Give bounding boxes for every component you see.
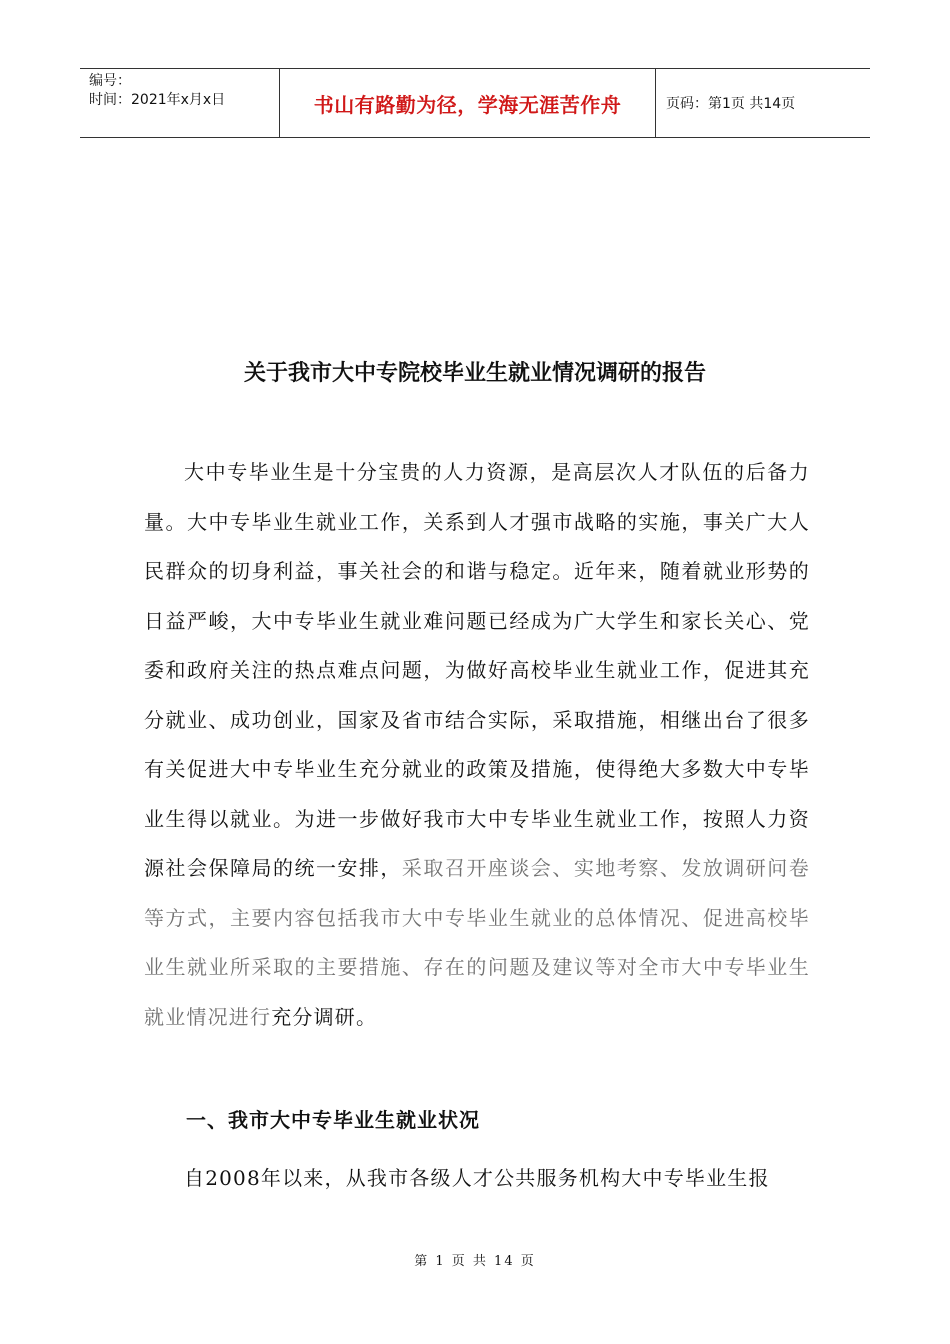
- paragraph-intro: [144, 448, 810, 1042]
- paragraph-intro-part3: 充分调研。: [271, 1004, 378, 1029]
- document-title: 关于我市大中专院校毕业生就业情况调研的报告: [243, 361, 706, 386]
- header-page-info: 页码：第1页 共14页: [666, 96, 796, 112]
- time-label: 时间：2021年x月x日: [89, 92, 226, 108]
- page-footer: 第 1 页 共 14 页: [414, 1254, 536, 1269]
- header-table: [80, 68, 870, 138]
- header-meta: [80, 69, 280, 137]
- number-label: 编号：: [89, 73, 131, 89]
- paragraph-section1: 自2008年以来，从我市各级人才公共服务机构大中专毕业生报: [184, 1166, 770, 1190]
- section-heading-1: 一、我市大中专毕业生就业状况: [186, 1108, 480, 1132]
- paragraph-intro-part2: 采取召开座谈会、实地考察、发放调研问卷等方式，主要内容包括我市大中专毕业生就业的总体情况、促进高校毕业生就业所采取的主要措施、存在的问题及建议等对全市大中专毕业生就业情况进行: [144, 856, 810, 1029]
- header-motto: 书山有路勤为径，学海无涯苦作舟: [280, 69, 656, 137]
- paragraph-intro-part1: 大中专毕业生是十分宝贵的人力资源，是高层次人才队伍的后备力量。大中专毕业生就业工作，关系到人才强市战略的实施，事关广大人民群众的切身利益，事关社会的和谐与稳定。近年来，随着就业形势的日益严峻，大中专毕业生就业难问题已经成为广大学生和家长关心、党委和政府关注的热点难点问题，为做好高校毕业生就业工作，促进其充分就业、成功创业，国家及省市结合实际，采取措施，相继出台了很多有关促进大中专毕业生充分就业的政策及措施，使得绝大多数大中专毕业生得以就业。为进一步做好我市大中专毕业生就业工作，按照人力资源社会保障局的统一安排，: [144, 460, 810, 880]
